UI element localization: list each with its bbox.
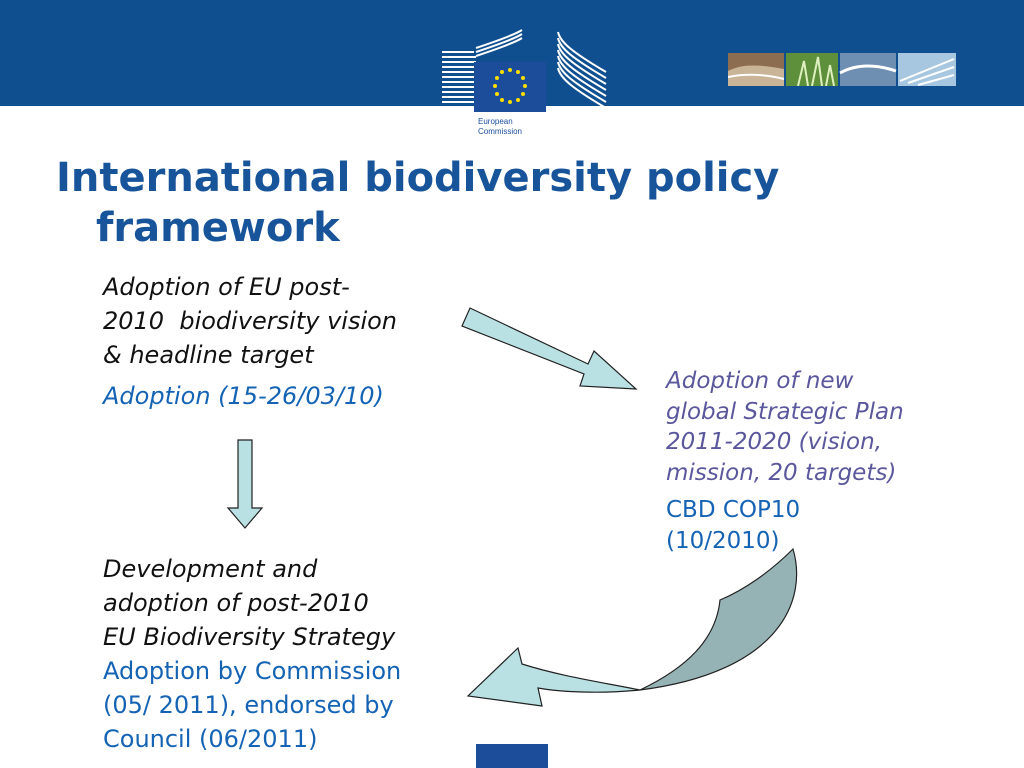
- curved-arrow-icon: [468, 648, 640, 706]
- eu-target-line-3: & headline target: [103, 341, 314, 369]
- eu-flag-fragment: [476, 744, 548, 768]
- eu-strategy-line-2: adoption of post-2010: [103, 589, 369, 617]
- eu-target-status: Adoption (15-26/03/10): [103, 382, 384, 410]
- eu-strategy-line-3: EU Biodiversity Strategy: [103, 623, 396, 651]
- global-plan-status-1: CBD COP10: [666, 497, 801, 523]
- title-line-1: International biodiversity policy: [56, 155, 780, 201]
- eu-strategy-status-2: (05/ 2011), endorsed by: [103, 691, 394, 719]
- logo-text-2: Commission: [478, 127, 523, 136]
- global-plan-line-4: mission, 20 targets): [666, 459, 897, 486]
- eu-target-line-2: 2010 biodiversity vision: [103, 307, 398, 335]
- eu-strategy-line-1: Development and: [103, 555, 318, 583]
- down-arrow-icon: [228, 440, 262, 528]
- diagonal-arrow-icon: [462, 308, 636, 389]
- curved-arrow-body: [640, 549, 797, 690]
- global-plan-line-2: global Strategic Plan: [666, 398, 904, 425]
- eu-strategy-status-3: Council (06/2011): [103, 725, 318, 753]
- eu-strategy-status-1: Adoption by Commission: [103, 657, 402, 685]
- global-plan-line-1: Adoption of new: [666, 368, 854, 394]
- title-line-2: framework: [96, 205, 340, 251]
- global-plan-status-2: (10/2010): [666, 527, 780, 554]
- eu-target-line-1: Adoption of EU post-: [103, 273, 350, 301]
- logo-text-1: European: [478, 117, 513, 126]
- global-plan-line-3: 2011-2020 (vision,: [666, 429, 882, 455]
